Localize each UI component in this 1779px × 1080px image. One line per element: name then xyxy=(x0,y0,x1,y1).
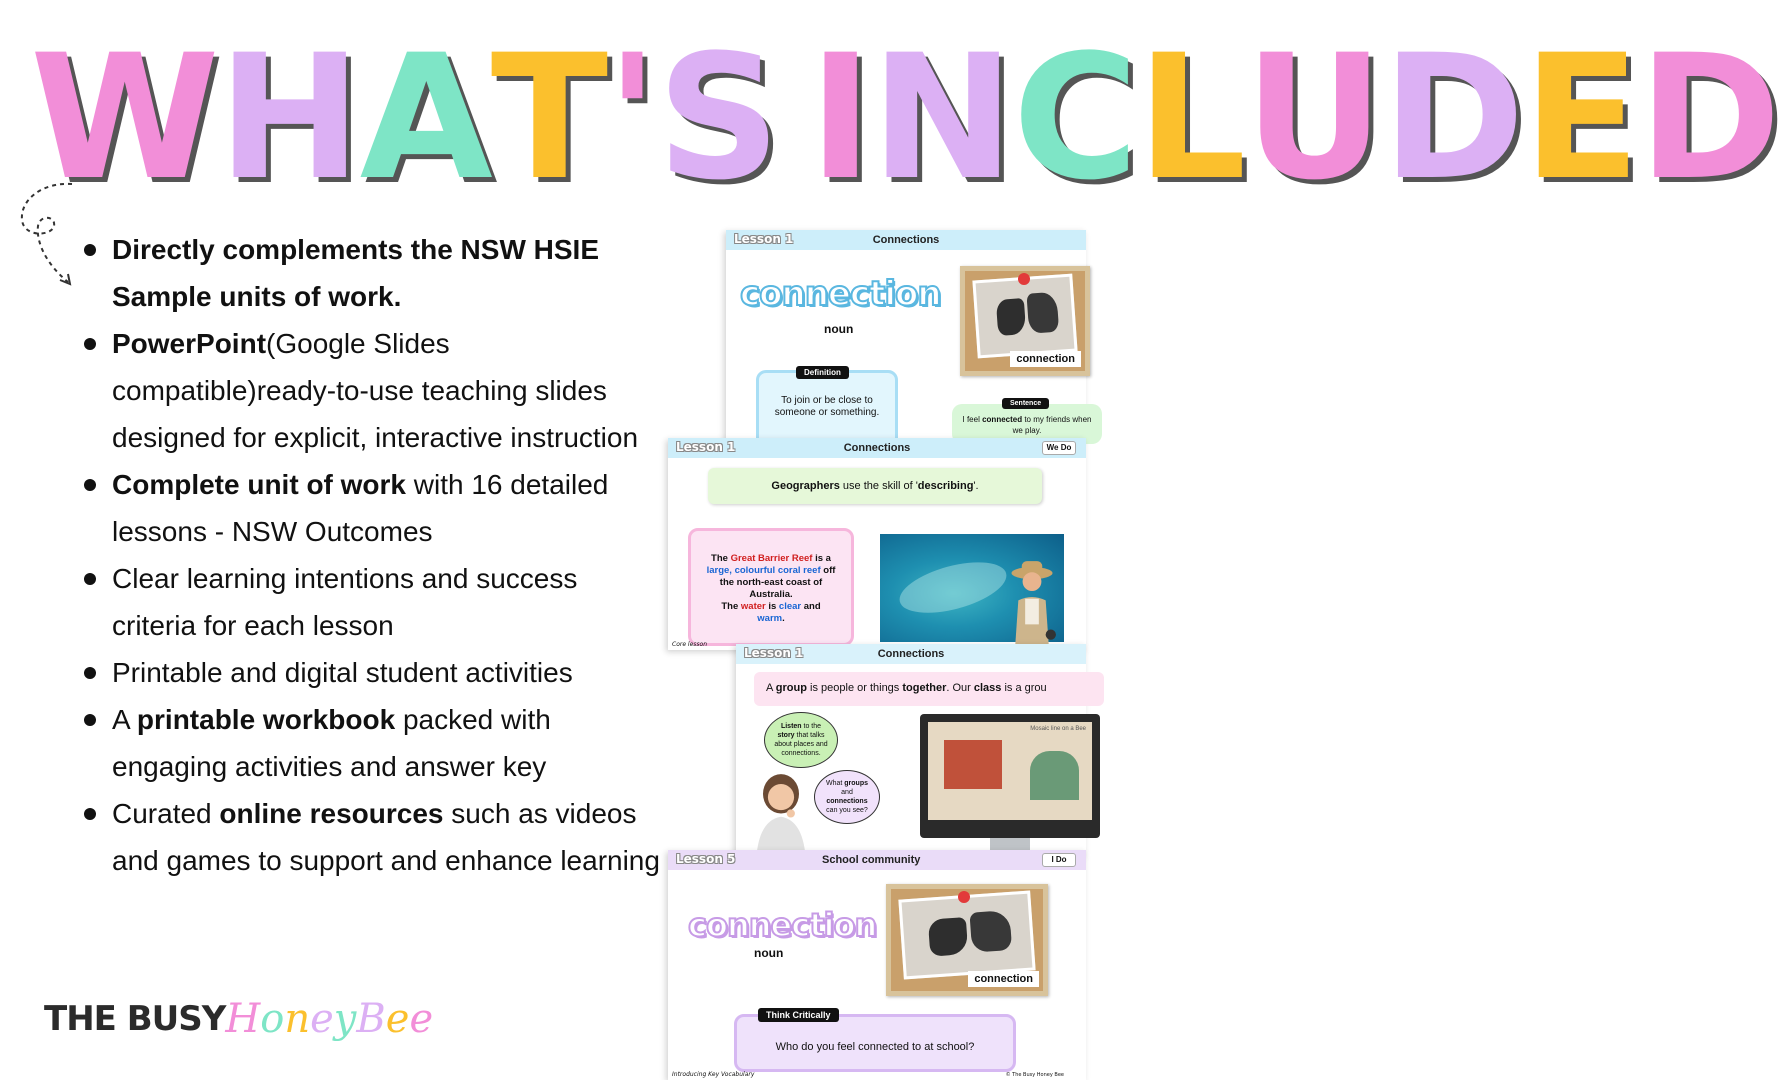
question-text: Who do you feel connected to at school? xyxy=(775,1041,975,1053)
lesson-number: Lesson 1 xyxy=(676,440,736,454)
slide-title: School community xyxy=(822,854,921,866)
logo-letter: n xyxy=(284,996,311,1042)
group-banner: A group is people or things together. Our class is a grou xyxy=(754,672,1104,706)
feature-item: Printable and digital student activities xyxy=(84,649,662,696)
logo-honeybee-text xyxy=(225,996,433,1042)
feature-item: Directly complements the NSW HSIE Sample units of work. xyxy=(84,226,662,320)
slide-title: Connections xyxy=(877,648,945,660)
feature-item: Clear learning intentions and success criteria for each lesson xyxy=(84,555,662,649)
photo-label: connection xyxy=(1010,351,1081,367)
dashed-arrow-icon xyxy=(12,178,92,296)
feature-item: PowerPoint(Google Slides compatible)ready-to-use teaching slides designed for explicit, interactive instruction xyxy=(84,320,662,461)
logo-busy-text: THE BUSY xyxy=(44,999,226,1039)
slide-footer: Core lesson xyxy=(672,641,708,648)
puzzle-hands-photo xyxy=(972,274,1077,359)
thinking-girl-character xyxy=(742,766,820,856)
slide-lesson5-vocab xyxy=(668,850,1086,1080)
title-letter: L xyxy=(1136,17,1245,218)
feature-item: A printable workbook packed with engaging activities and answer key xyxy=(84,696,662,790)
photo-board xyxy=(886,884,1048,996)
listen-bubble: Listen to the story that talks about places and connections. xyxy=(764,712,838,768)
definition-text: To join or be close to someone or something. xyxy=(774,395,880,418)
story-monitor xyxy=(920,714,1100,838)
slide-lesson1-describing xyxy=(668,438,1086,650)
brand-logo xyxy=(44,996,433,1060)
lesson-number: Lesson 1 xyxy=(744,646,804,660)
lesson-number: Lesson 5 xyxy=(676,852,736,866)
pin-icon xyxy=(1018,273,1030,285)
logo-letter: o xyxy=(260,996,285,1042)
slide-title: Connections xyxy=(872,234,940,246)
think-critically-label: Think Critically xyxy=(758,1008,839,1022)
sentence-text: I feel connected to my friends when we play. xyxy=(962,415,1092,435)
describing-banner: Geographers use the skill of 'describing'. xyxy=(708,468,1042,504)
title-letter: S xyxy=(656,17,779,218)
slide-header xyxy=(726,230,1086,250)
question-bubble: What groups and connections can you see? xyxy=(814,770,880,824)
part-of-speech: noun xyxy=(754,946,784,960)
puzzle-hands-photo xyxy=(898,890,1035,979)
slide-header xyxy=(736,644,1086,664)
slide-footer-left: Introducing Key Vocabulary xyxy=(672,1071,755,1078)
slide-footer-right: © The Busy Honey Bee xyxy=(1005,1072,1064,1078)
lesson-number: Lesson 1 xyxy=(734,232,794,246)
feature-item: Curated online resources such as videos and games to support and enhance learning xyxy=(84,790,662,884)
logo-letter: e xyxy=(310,996,334,1042)
i-do-tag: I Do xyxy=(1042,853,1076,867)
slide-title: Connections xyxy=(843,442,911,454)
logo-letter: B xyxy=(356,996,386,1042)
explorer-character xyxy=(992,556,1072,650)
title-letter: ' xyxy=(606,17,657,218)
title-letter: W xyxy=(30,17,218,218)
logo-letter: e xyxy=(385,996,410,1042)
photo-board xyxy=(960,266,1090,376)
feature-item: Complete unit of work with 16 detailed lessons - NSW Outcomes xyxy=(84,461,662,555)
title-letter: D xyxy=(1638,17,1779,218)
sentence-label: Sentence xyxy=(1002,398,1049,409)
we-do-tag: We Do xyxy=(1042,441,1076,455)
photo-label: connection xyxy=(968,971,1039,987)
definition-label: Definition xyxy=(796,366,849,379)
title-letter: H xyxy=(217,17,360,218)
pin-icon xyxy=(958,891,970,903)
vocab-word: connection xyxy=(740,274,941,314)
logo-letter: H xyxy=(225,996,261,1042)
title-letter: C xyxy=(1012,17,1137,218)
title-letter: N xyxy=(870,17,1013,218)
slide-lesson1-group xyxy=(736,644,1086,856)
part-of-speech: noun xyxy=(824,322,854,336)
title-letter: E xyxy=(1522,17,1639,218)
logo-letter: e xyxy=(409,996,434,1042)
logo-letter: y xyxy=(333,996,357,1042)
slide-lesson1-vocab xyxy=(726,230,1092,440)
think-critically-card xyxy=(734,1014,1016,1072)
storybook-screen: Mosaic line on a Bee xyxy=(928,722,1092,820)
title-letter: D xyxy=(1382,17,1523,218)
title-letter: U xyxy=(1244,17,1383,218)
title-letter: A xyxy=(359,17,491,218)
feature-list xyxy=(84,226,662,884)
vocab-word: connection xyxy=(688,906,877,944)
slide-header xyxy=(668,438,1086,458)
slide-header xyxy=(668,850,1086,870)
page-title xyxy=(30,17,1779,218)
title-letter: I xyxy=(808,17,871,218)
title-letter: T xyxy=(490,17,607,218)
reef-info-card: The Great Barrier Reef is a large, colourful coral reef off the north-east coast of Australia. The water is clear and warm. xyxy=(688,528,854,646)
